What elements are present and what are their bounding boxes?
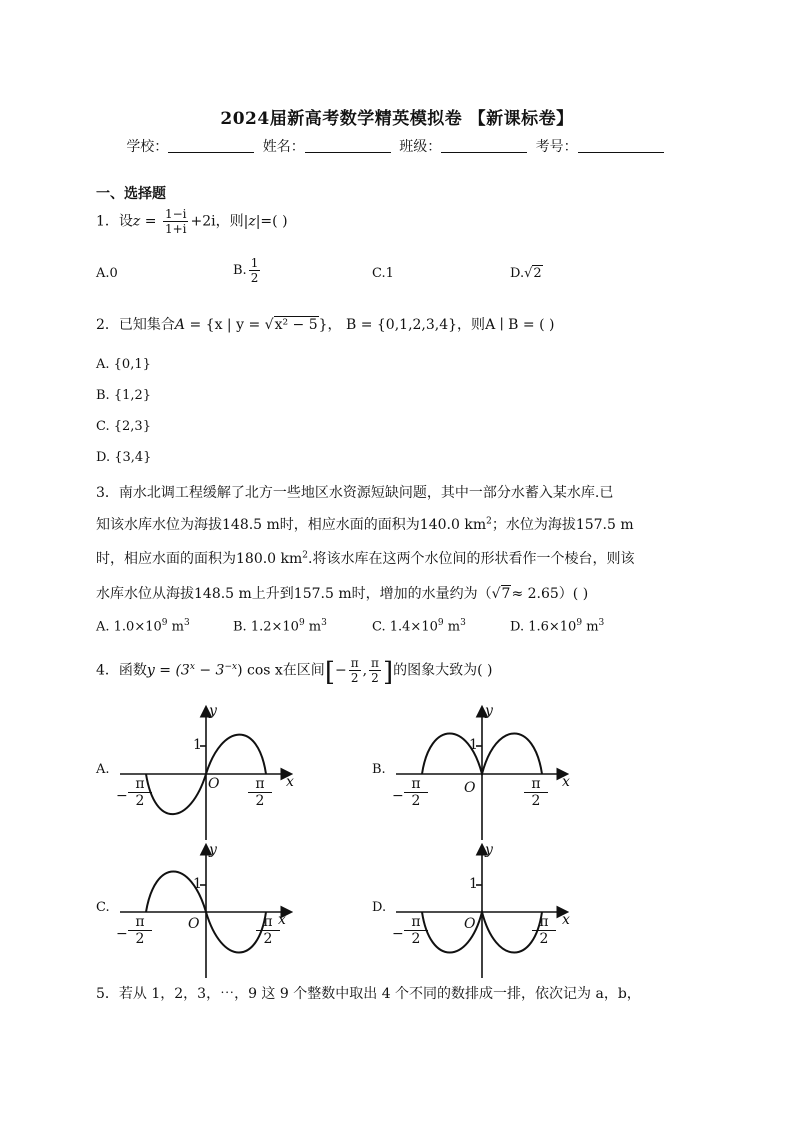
q2-tail: A ∣ B = ( ) [485,317,555,333]
graph-d-origin: O [464,916,476,932]
q1-plus: +2i，则| [190,213,249,230]
graph-b-origin: O [464,780,476,796]
q3-b-unit: m [304,619,322,635]
q3-line4b: ≈ 2.65）( ) [511,586,589,602]
q3-b-text: B. 1.2×10 [233,619,299,635]
graph-b[interactable] [396,708,566,840]
graph-a-neg-frac [128,776,152,809]
q4-option-d-label[interactable]: D. [372,900,387,915]
q3-c-exp: 9 [437,618,444,628]
q1-numerator: 1−i [164,207,187,221]
q4-func-tail: ) cos x在区间 [237,662,325,679]
q2-set-a-radicand: x² − 5 [274,317,318,333]
graph-b-minus: − [392,788,404,804]
q3-a-unit: m [167,619,184,635]
class-label: 班级： [399,139,442,155]
graph-b-pos-pi: π [524,776,548,793]
q4-option-b-label[interactable]: B. [372,762,386,777]
q3-c-unit-exp: 3 [460,618,466,628]
graph-c-pos-pi: π [256,914,280,931]
q4-exp1: x [189,661,195,672]
q1-tail: |=( ) [255,213,288,230]
q4-int-two2: 2 [371,671,379,685]
q1-var-z2: z [248,213,256,230]
graph-a-pos-frac [248,776,272,809]
graph-d-neg-frac [404,914,428,947]
q3-b-unit-exp: 3 [321,618,327,628]
graph-c-neg-pi: π [128,914,152,931]
graph-d-one: 1 [469,876,478,892]
q1-option-c[interactable]: C.1 [372,266,394,281]
q3-line2a: 知该水库水位为海拔148.5 m时，相应水面的面积为140.0 km [96,517,487,533]
q4-func-mid: − 3 [194,662,225,679]
q2-option-c[interactable]: C. {2,3} [96,419,151,434]
graph-a[interactable] [120,708,290,840]
graph-b-pos-frac [524,776,548,809]
q1-b-den: 2 [250,271,259,285]
q3-c-text: C. 1.4×10 [372,619,438,635]
exam-title: 2024届新高考数学精英模拟卷 【新课标卷】 [220,109,574,129]
name-label: 姓名： [262,139,305,155]
graph-b-neg-frac [404,776,428,809]
q3-d-text: D. 1.6×10 [510,619,577,635]
question-4: 4．函数$y = (3^x - 3^{-x})$ cos x在区间[− $\frac{\pi}{2}$ , $\frac{\pi}{2}$ ]的图象大致为( ) [96,656,493,688]
q1-d-radicand: 2 [533,266,542,281]
graph-a-neg-pi: π [128,776,152,793]
graph-c-neg-frac [128,914,152,947]
q4-int-pi2: π [371,656,379,670]
q3-line-4: 水库水位从海拔148.5 m上升到157.5 m时，增加的水量约为（√7≈ 2.65）( ) [96,586,589,602]
graph-d-neg-two: 2 [411,931,421,947]
q3-d-exp: 9 [576,618,583,628]
q3-a-text: A. 1.0×10 [96,619,162,635]
graph-b-neg-two: 2 [411,793,421,809]
q3-line-1: 3．南水北调工程缓解了北方一些地区水资源短缺问题，其中一部分水蓄入某水库.已 [96,485,614,501]
q3-a-exp: 9 [161,618,168,628]
q1-option-d[interactable]: D.√2 [510,266,542,281]
graph-a-one: 1 [193,737,202,753]
graph-a-minus: − [116,788,128,804]
graph-c-pos-frac [256,914,280,947]
q2-prefix: 2．已知集合 [96,317,175,333]
graph-c-y-label: y [209,842,217,858]
q1-prefix: 1．设 [96,213,133,230]
graph-d-pos-frac [532,914,556,947]
graph-b-x-label: x [562,774,570,790]
q3-d-unit-exp: 3 [598,618,605,628]
q4-tail: 的图象大致为( ) [393,662,493,679]
section-heading: 一、选择题 [96,186,166,202]
graph-d-y-label: y [485,842,493,858]
graph-a-pos-pi: π [248,776,272,793]
graph-c-x-label: x [278,912,286,928]
q5-line-1: 5．若从 1，2，3，⋯，9 这 9 个整数中取出 4 个不同的数排成一排，依次记为 a，b， [96,986,641,1002]
graph-b-pos-two: 2 [531,793,541,809]
school-label: 学校： [126,139,169,155]
graph-b-one: 1 [469,737,478,753]
q4-int-pi1: π [350,656,359,670]
graph-a-neg-two: 2 [135,793,145,809]
q2-option-b[interactable]: B. {1,2} [96,388,152,403]
q1-b-prefix: B. [233,263,247,278]
q3-b-exp: 9 [298,618,305,628]
q1-option-a[interactable]: A.0 [96,266,118,281]
graph-c-pos-two: 2 [263,931,273,947]
graph-d-pos-pi: π [532,914,556,931]
graph-d-x-label: x [562,912,570,928]
q3-line3b: .将该水库在这两个水位间的形状看作一个棱台，则该 [308,551,635,567]
graph-a-y-label: y [209,703,217,719]
q3-line2b: ；水位为海拔157.5 m [491,517,634,533]
q2-set-a-mid: = {x | y = [185,317,265,333]
q2-option-d[interactable]: D. {3,4} [96,450,152,465]
graph-b-y-label: y [485,703,493,719]
q4-int-minus: − [334,662,347,679]
q1-denominator: 1+i [164,222,187,236]
q3-d-unit: m [582,619,599,635]
graph-d-pos-two: 2 [539,931,549,947]
graph-d[interactable] [396,846,566,978]
q4-exp2: −x [224,661,238,672]
q2-set-a-post: }， [318,317,342,333]
graph-b-neg-pi: π [404,776,428,793]
q1-var-z: z [132,213,141,230]
graph-d-minus: − [392,926,404,942]
q2-set-b: B = {0,1,2,3,4}，则 [345,317,486,333]
graph-c[interactable] [120,846,290,978]
graph-d-neg-pi: π [404,914,428,931]
q1-d-prefix: D. [510,266,525,281]
q4-option-c-label[interactable]: C. [96,900,110,915]
q3-a-unit-exp: 3 [183,618,190,628]
graph-c-one: 1 [193,876,202,892]
question-2: 2．已知集合A = {x | y = √x² − 5}， B = {0,1,2,3,4}，则A ∣ B = ( ) [96,317,555,333]
graph-a-origin: O [208,776,220,792]
q3-sup-a: 2 [486,516,492,527]
q4-int-two1: 2 [350,671,359,685]
q4-int-comma: , [362,662,368,679]
graph-a-pos-two: 2 [255,793,265,809]
graph-c-neg-two: 2 [135,931,145,947]
graph-c-minus: − [116,926,128,942]
q3-sup-b: 2 [302,550,309,561]
q4-func: y = (3 [146,662,190,679]
q1-eq: = [140,213,161,230]
q3-line4a: 水库水位从海拔148.5 m上升到157.5 m时，增加的水量约为（ [96,586,492,602]
graph-a-x-label: x [286,774,294,790]
q3-c-unit: m [443,619,461,635]
q2-set-a: A [174,317,186,333]
q2-option-a[interactable]: A. {0,1} [96,357,151,372]
id-label: 考号： [535,139,578,155]
q4-option-a-label[interactable]: A. [96,762,110,777]
q3-line3a: 时，相应水面的面积为180.0 km [96,551,303,567]
graph-c-origin: O [188,916,200,932]
q1-b-num: 1 [250,256,259,270]
q3-radicand: 7 [501,586,511,602]
q4-prefix: 4．函数 [96,662,147,679]
